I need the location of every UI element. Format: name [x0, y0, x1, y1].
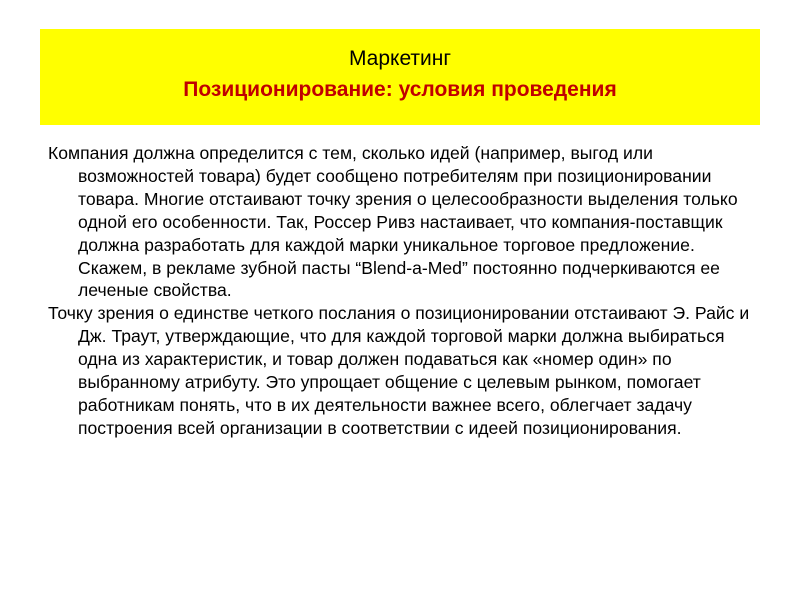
title-banner	[40, 29, 760, 125]
slide-body	[48, 142, 762, 440]
body-paragraph-1: Компания должна определится с тем, сколько идей (например, выгод или возможностей товара) будет сообщено потребителям при позиционировании товара. Многие отстаивают точку зрения о целесообразности выделения только одной его особенности. Так, Россер Ривз настаивает, что компания-поставщик должна разработать для каждой марки уникальное торговое предложение. Скажем, в рекламе зубной пасты “Blend-a-Med” постоянно подчеркиваются ее леченые свойства.	[48, 143, 738, 301]
body-paragraph-2: Точку зрения о единстве четкого послания о позиционировании отстаивают Э. Райс и Дж. Траут, утверждающие, что для каждой торговой марки должна выбираться одна из характеристик, и товар должен подаваться как «номер один» по выбранному атрибуту. Это упрощает общение с целевым рынком, помогает работникам понять, что в их деятельности важнее всего, облегчает задачу построения всей организации в соответствии с идеей позиционирования.	[48, 303, 750, 438]
slide-subtitle: Позиционирование: условия проведения	[183, 78, 617, 101]
slide-title: Маркетинг	[348, 47, 452, 70]
